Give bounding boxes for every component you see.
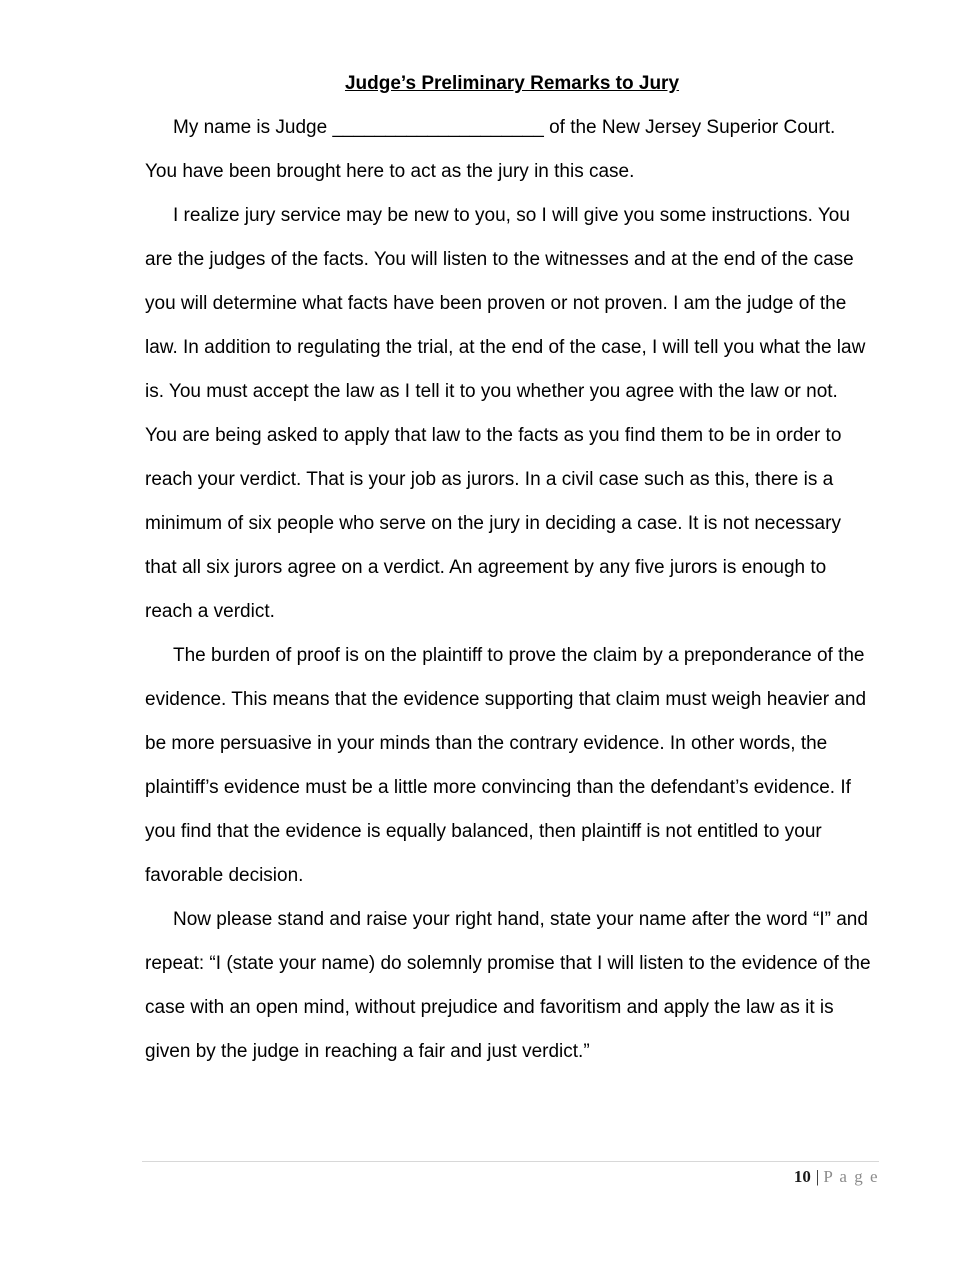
text-line: are the judges of the facts. You will listen to the witnesses and at the end of the case [145,249,854,270]
document-body [145,62,879,1074]
text-line: case with an open mind, without prejudice and favoritism and apply the law as it is [145,997,834,1018]
text-line: favorable decision. [145,865,304,886]
text-line: The burden of proof is on the plaintiff to prove the claim by a preponderance of the [173,645,865,666]
page-footer [142,1161,879,1187]
text-line: you will determine what facts have been proven or not proven. I am the judge of the [145,293,847,314]
text-line: reach a verdict. [145,601,275,622]
text-line: You are being asked to apply that law to the facts as you find them to be in order to [145,425,842,446]
text-line: reach your verdict. That is your job as jurors. In a civil case such as this, there is a [145,469,834,490]
text-line: Now please stand and raise your right hand, state your name after the word “I” and [173,909,868,930]
text-line: you find that the evidence is equally balanced, then plaintiff is not entitled to your [145,821,822,842]
text-line: that all six jurors agree on a verdict. An agreement by any five jurors is enough to [145,557,827,578]
text-line: repeat: “I (state your name) do solemnly promise that I will listen to the evidence of the [145,953,871,974]
text-line: be more persuasive in your minds than the contrary evidence. In other words, the [145,733,828,754]
text-line: My name is Judge ____________________ of the New Jersey Superior Court. [173,117,836,138]
text-line: evidence. This means that the evidence supporting that claim must weigh heavier and [145,689,867,710]
text-line: plaintiff’s evidence must be a little more convincing than the defendant’s evidence. If [145,777,851,798]
paragraph-oath [145,898,879,1074]
paragraph-burden-of-proof [145,634,879,898]
footer-separator: | [815,1167,820,1186]
paragraph-instructions [145,194,879,634]
text-line: I realize jury service may be new to you, so I will give you some instructions. You [173,205,850,226]
footer-page-number: 10 [793,1167,811,1186]
text-line: You have been brought here to act as the jury in this case. [145,161,635,182]
footer-page-label: P a g e [823,1167,879,1186]
text-line: given by the judge in reaching a fair and just verdict.” [145,1041,590,1062]
text-line: is. You must accept the law as I tell it to you whether you agree with the law or not. [145,381,838,402]
text-line: minimum of six people who serve on the jury in deciding a case. It is not necessary [145,513,841,534]
paragraph-intro [145,106,879,194]
document-title: Judge’s Preliminary Remarks to Jury [344,73,680,94]
text-line: law. In addition to regulating the trial, at the end of the case, I will tell you what the law [145,337,866,358]
